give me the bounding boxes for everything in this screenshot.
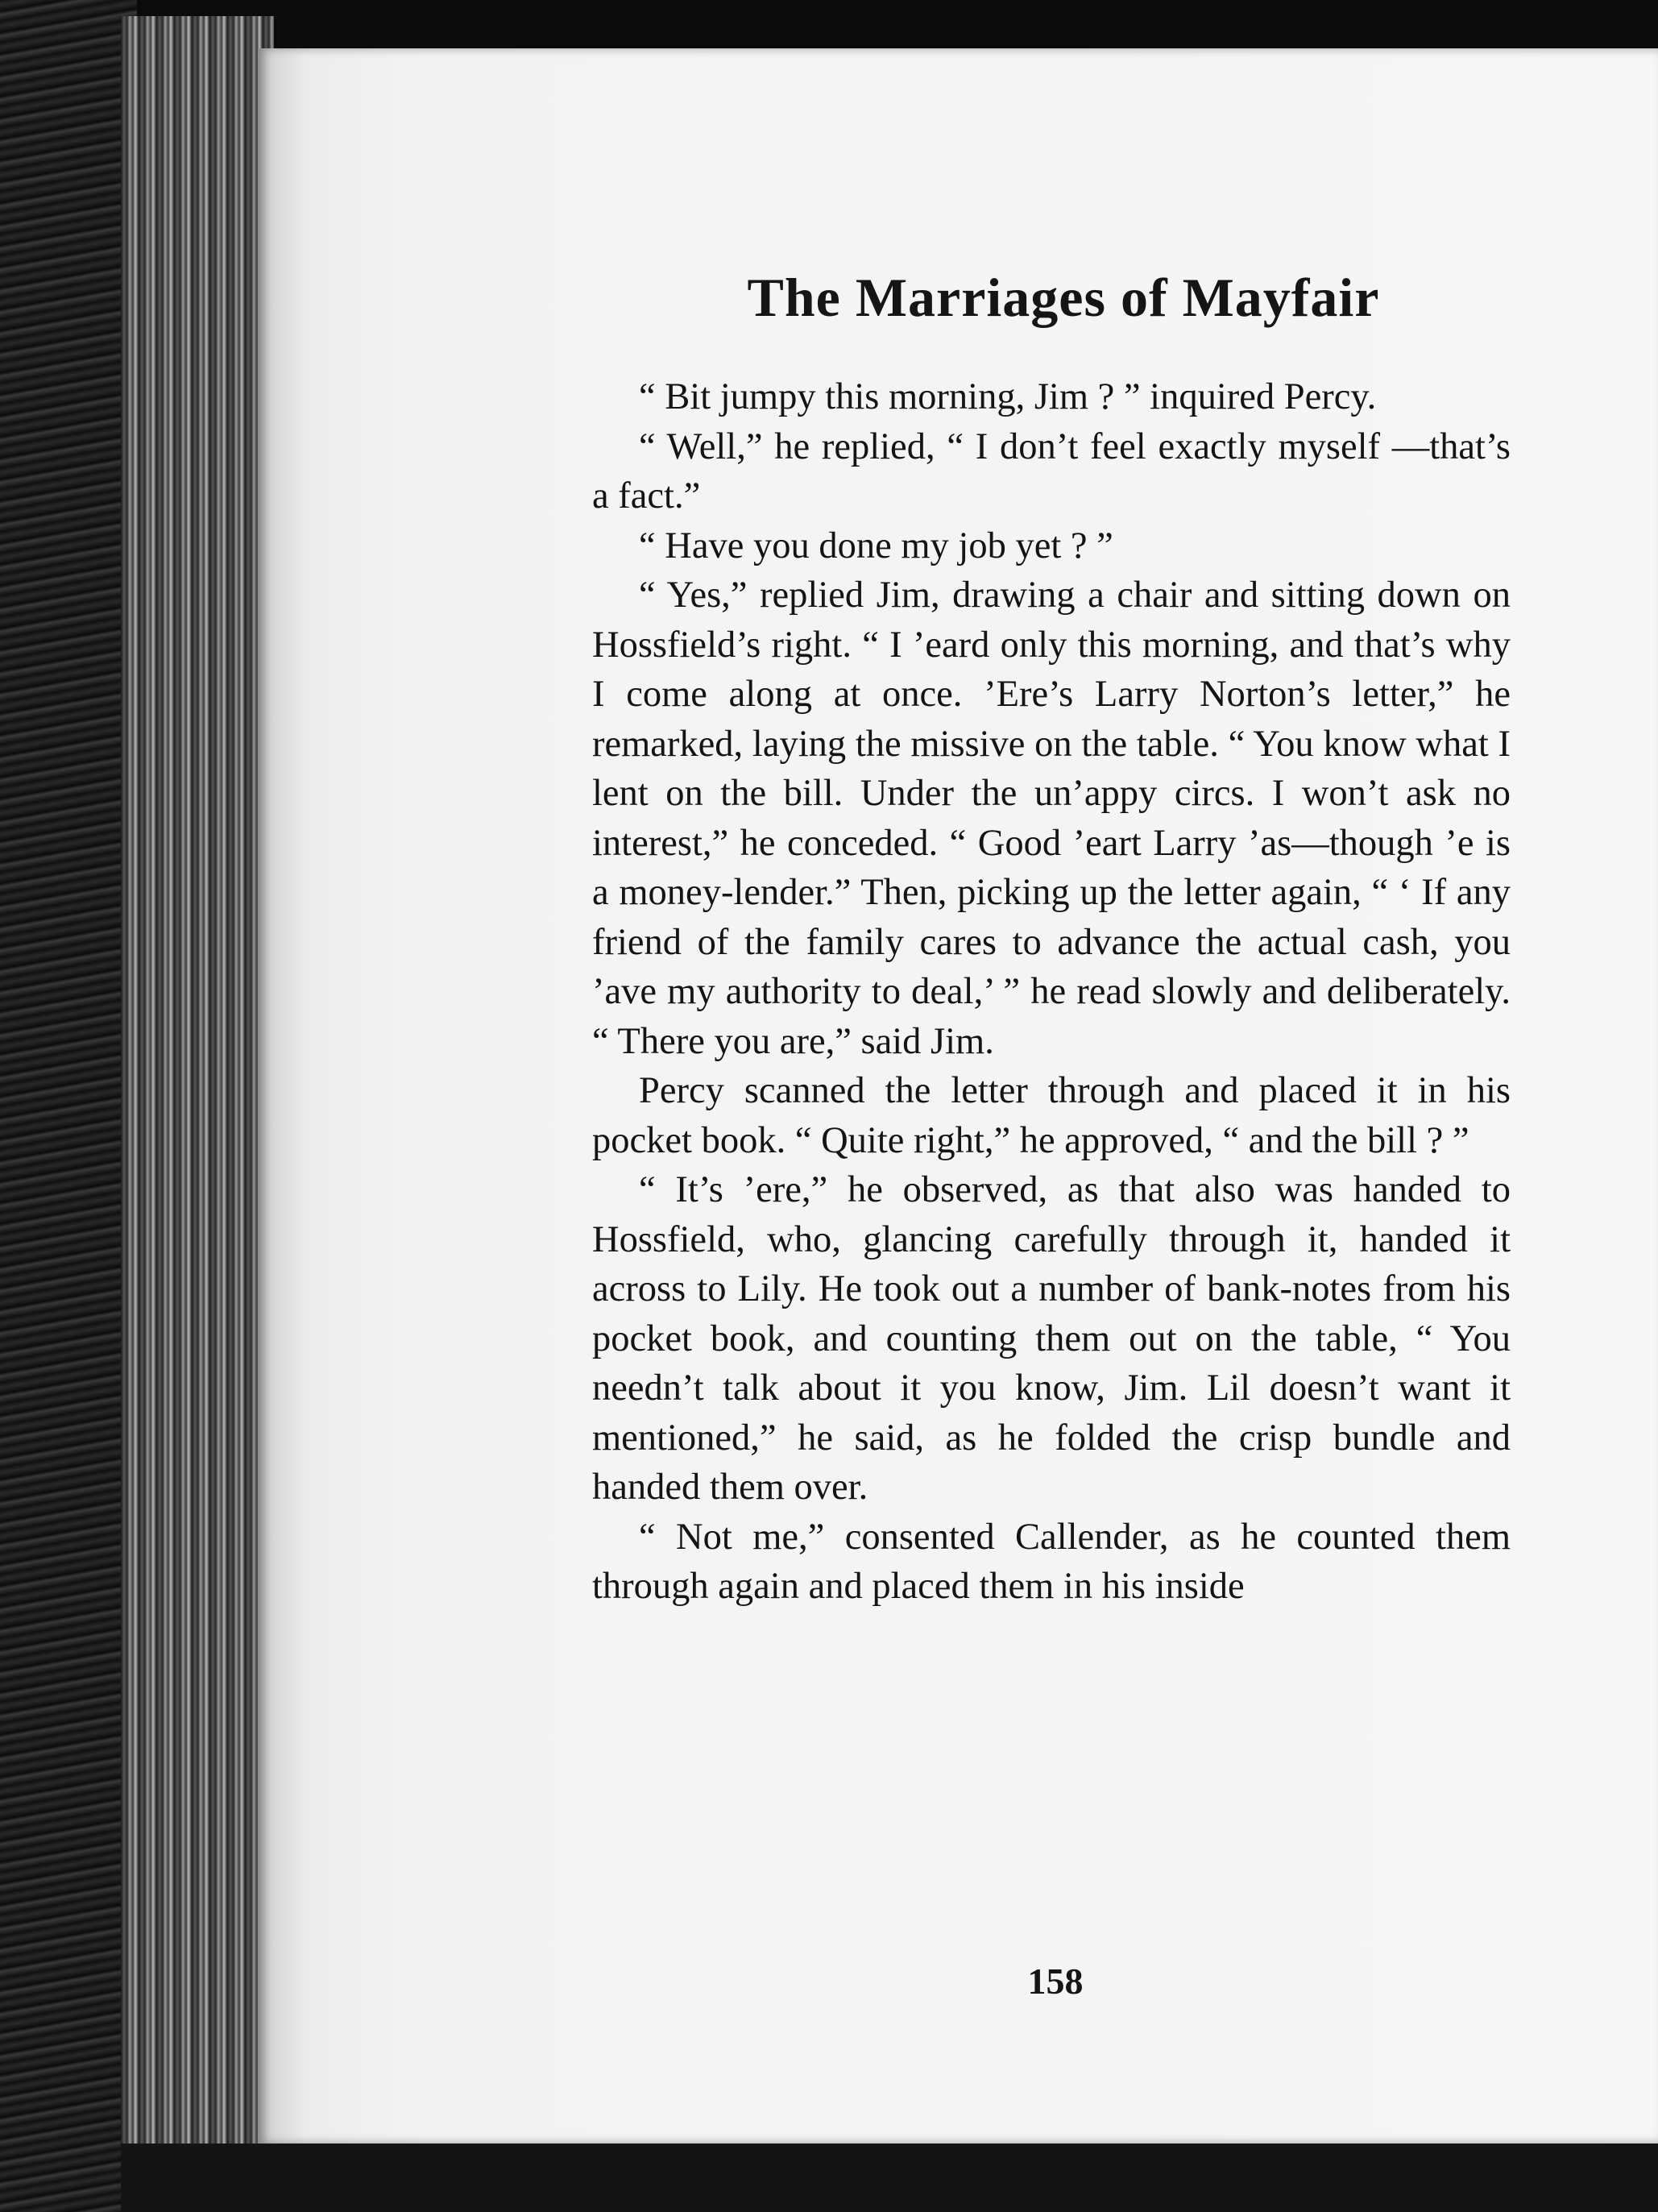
page-number: 158 [1027, 1961, 1084, 2002]
page-stack-edge [121, 16, 274, 2192]
body-text [592, 372, 1511, 1612]
running-head: The Marriages of Mayfair [747, 267, 1380, 328]
book-cover-edge [0, 0, 137, 2212]
paragraph: “ Have you done my job yet ? ” [639, 525, 1113, 566]
paragraph: Percy scanned the letter through and placed it in his pocket book. “ Quite right,” he approved, “ and the bill ? ” [592, 1070, 1511, 1161]
scan-bottom-border [121, 2144, 1658, 2212]
paragraph: “ Not me,” consented Callender, as he counted them through again and placed them in his inside [592, 1516, 1511, 1607]
paragraph: “ Yes,” replied Jim, drawing a chair and sitting down on Hossfield’s right. “ I ’eard only this morning, and that’s why I come along at once. ’Ere’s Larry Norton’s letter,” he remarked, laying the missive on the table. “ You know what I lent on the bill. Under the un’appy circs. I won’t ask no interest,” he conceded. “ Good ’eart Larry ’as—though ’e is a money-lender.” Then, picking up the letter again, “ ‘ If any friend of the family cares to advance the actual cash, you ’ave my authority to deal,’ ” he read slowly and deliberately. “ There you are,” said Jim. [592, 575, 1511, 1062]
paragraph: “ Bit jumpy this morning, Jim ? ” inquired Percy. [639, 376, 1377, 417]
paragraph: “ Well,” he replied, “ I don’t feel exactly myself —that’s a fact.” [592, 425, 1511, 517]
paragraph: “ It’s ’ere,” he observed, as that also was handed to Hossfield, who, glancing carefully through it, handed it across to Lily. He took out a number of bank-notes from his pocket book, and counting them out on the table, “ You needn’t talk about it you know, Jim. Lil doesn’t want it mentioned,” he said, as he folded the crisp bundle and handed them over. [592, 1169, 1511, 1508]
